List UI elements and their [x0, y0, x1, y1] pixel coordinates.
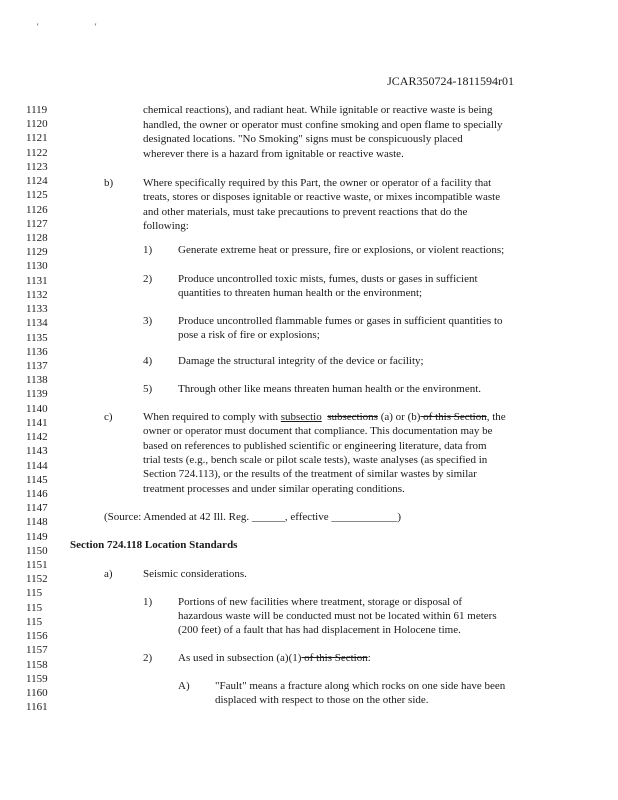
- line-number: 1141: [26, 416, 48, 429]
- text-line: treatment processes and under similar operating conditions.: [143, 483, 405, 495]
- line-number: 1120: [26, 118, 48, 131]
- line-number: 1147: [26, 502, 48, 515]
- line-number: 1122: [26, 146, 48, 159]
- deleted-text: subsections: [327, 411, 378, 423]
- text-line: "Fault" means a fracture along which rocks on one side have been: [215, 680, 506, 692]
- line-number: 115: [26, 587, 43, 600]
- line-number: 1135: [26, 331, 48, 344]
- line-number: 1159: [26, 672, 48, 685]
- text-line: wherever there is a hazard from ignitable or reactive waste.: [143, 148, 404, 160]
- text-span: When required to comply with: [143, 411, 281, 423]
- text-span: , the: [486, 411, 506, 423]
- text-line: quantities to threaten human health or the environment;: [178, 287, 423, 299]
- text-line: based on references to published scientific or engineering literature, data from: [143, 440, 487, 452]
- text-line: Section 724.113), or the results of the treatment of similar wastes by similar: [143, 468, 477, 480]
- line-number: 1160: [26, 687, 48, 700]
- source-note: (Source: Amended at 42 Ill. Reg. ______, effective ____________): [104, 511, 402, 523]
- deleted-text: of this Section: [301, 652, 368, 664]
- text-line: pose a risk of fire or explosions;: [178, 329, 320, 341]
- line-number: 1125: [26, 189, 48, 202]
- line-number: 1128: [26, 231, 48, 244]
- subsection-label: c): [104, 411, 113, 423]
- text-line: trial tests (e.g., bench scale or pilot scale tests), waste analyses (as specified in: [143, 454, 488, 466]
- line-number: 115: [26, 615, 43, 628]
- corner-marks: ʻ ʻ: [36, 22, 124, 33]
- text-line: Portions of new facilities where treatment, storage or disposal of: [178, 596, 463, 608]
- line-number: 1146: [26, 487, 48, 500]
- line-number: 1150: [26, 544, 48, 557]
- item-label: 4): [143, 355, 153, 367]
- text-span: :: [367, 652, 371, 664]
- line-number: 1138: [26, 374, 48, 387]
- line-number: 1119: [26, 104, 48, 116]
- text-line: Where specifically required by this Part, the owner or operator of a facility that: [143, 177, 492, 189]
- line-number: 1127: [26, 217, 48, 230]
- text-line: (200 feet) of a fault that has had displacement in Holocene time.: [178, 624, 461, 636]
- document-id: JCAR350724-1811594r01: [387, 74, 514, 88]
- item-label: 2): [143, 652, 153, 664]
- line-number: 1144: [26, 459, 48, 472]
- item-label: A): [178, 680, 190, 692]
- text-line: designated locations. "No Smoking" signs must be conspicuously placed: [143, 133, 463, 145]
- section-heading: Section 724.118 Location Standards: [70, 539, 238, 551]
- text-span: As used in subsection (a)(1): [178, 652, 302, 664]
- line-number: 1130: [26, 260, 48, 273]
- line-number: 1148: [26, 516, 48, 529]
- line-number: 115: [26, 601, 43, 614]
- text-line-amended: [143, 410, 506, 424]
- item-label: 3): [143, 315, 153, 327]
- text-line: Produce uncontrolled flammable fumes or gases in sufficient quantities to: [178, 315, 503, 327]
- text-line: owner or operator must document that compliance. This documentation may be: [143, 425, 493, 437]
- text-line: Damage the structural integrity of the device or facility;: [178, 355, 424, 367]
- line-number: 1158: [26, 658, 48, 671]
- item-label: 5): [143, 383, 153, 395]
- line-number: 1124: [26, 175, 48, 188]
- line-number: 1161: [26, 701, 48, 714]
- text-span: (a) or (b): [377, 411, 421, 423]
- item-label: 1): [143, 244, 153, 256]
- text-line: Seismic considerations.: [143, 568, 247, 580]
- item-label: 1): [143, 596, 153, 608]
- text-line: hazardous waste will be conducted must not be located within 61 meters: [178, 610, 497, 622]
- line-number: 1126: [26, 203, 48, 216]
- line-number: 1142: [26, 431, 48, 444]
- deleted-text: of this Section: [420, 411, 487, 423]
- text-line: handled, the owner or operator must confine smoking and open flame to specially: [143, 119, 503, 131]
- text-line: Produce uncontrolled toxic mists, fumes, dusts or gases in sufficient: [178, 273, 478, 285]
- line-number: 1121: [26, 132, 48, 145]
- line-number: 1151: [26, 559, 48, 572]
- line-number: 1140: [26, 402, 48, 415]
- line-number: 1129: [26, 246, 48, 259]
- text-line: and other materials, must take precautions to prevent reactions that do the: [143, 206, 468, 218]
- line-number: 1123: [26, 160, 48, 173]
- line-number: 1143: [26, 445, 48, 458]
- line-number: 1145: [26, 473, 48, 486]
- line-number: 1131: [26, 274, 48, 287]
- text-line: following:: [143, 220, 189, 232]
- text-line: Generate extreme heat or pressure, fire or explosions, or violent reactions;: [178, 244, 505, 256]
- line-number: 1157: [26, 644, 48, 657]
- text-line: chemical reactions), and radiant heat. While ignitable or reactive waste is being: [143, 104, 493, 116]
- line-number: 1133: [26, 303, 48, 316]
- text-line-amended: [178, 651, 371, 665]
- inserted-text: subsectio: [280, 411, 322, 423]
- text-line: Through other like means threaten human health or the environment.: [178, 383, 482, 395]
- line-number: 1139: [26, 388, 48, 401]
- line-number: 1149: [26, 530, 48, 543]
- line-number: 1136: [26, 345, 48, 358]
- subsection-label: a): [104, 568, 113, 580]
- text-line: treats, stores or disposes ignitable or reactive waste, or mixes incompatible waste: [143, 191, 501, 203]
- line-number: 1156: [26, 630, 48, 643]
- subsection-label: b): [104, 177, 114, 189]
- line-number: 1134: [26, 317, 48, 330]
- item-label: 2): [143, 273, 153, 285]
- line-number: 1152: [26, 573, 48, 586]
- text-line: displaced with respect to those on the other side.: [215, 694, 429, 706]
- line-number: 1137: [26, 359, 48, 372]
- line-number: 1132: [26, 288, 48, 301]
